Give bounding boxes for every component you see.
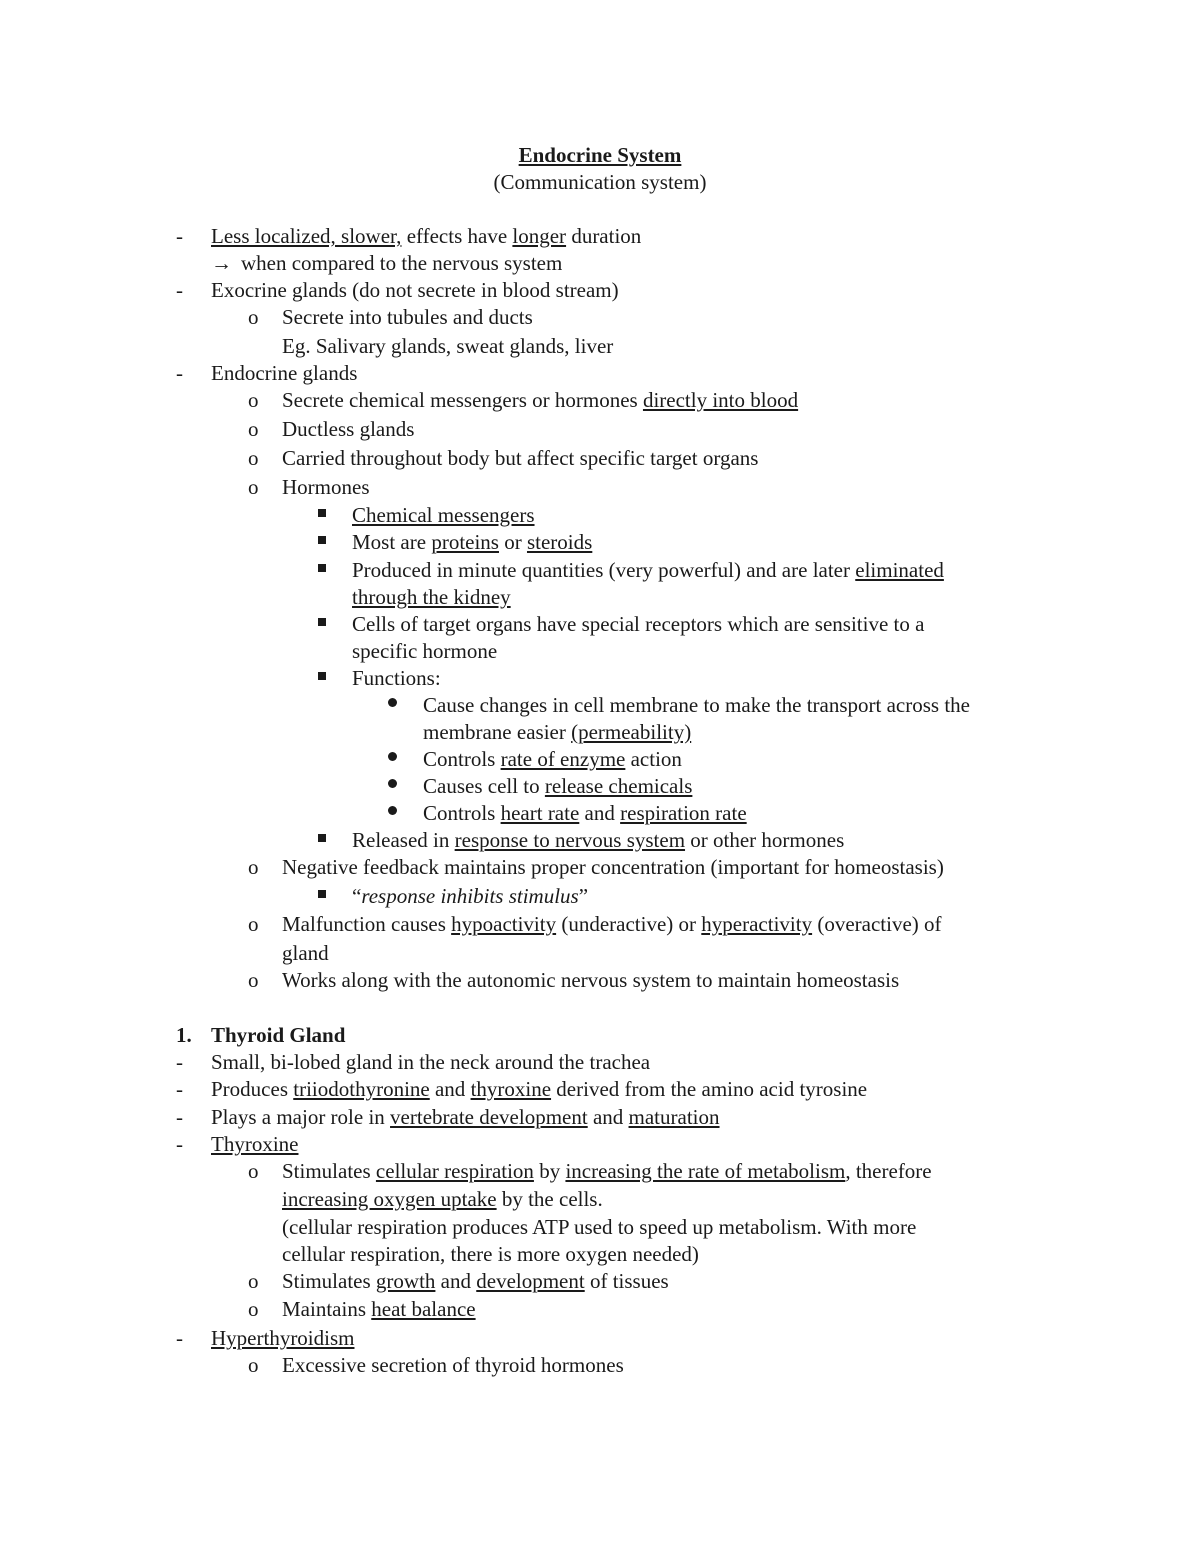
list-item: Secrete chemical messengers or hormones directly into blood xyxy=(282,388,799,412)
list-item: Maintains heat balance xyxy=(282,1297,476,1321)
circle-marker: o xyxy=(248,475,259,499)
list-item: Endocrine glands xyxy=(211,361,358,385)
square-bullet-icon xyxy=(318,564,326,572)
dot-bullet-icon xyxy=(388,752,397,761)
list-item: when compared to the nervous system xyxy=(241,251,563,275)
square-bullet-icon xyxy=(318,672,326,680)
circle-marker: o xyxy=(248,1159,259,1183)
square-bullet-icon xyxy=(318,834,326,842)
dash-marker: - xyxy=(176,1105,183,1129)
dot-bullet-icon xyxy=(388,698,397,707)
circle-marker: o xyxy=(248,855,259,879)
list-item: Plays a major role in vertebrate development and maturation xyxy=(211,1105,720,1129)
dot-bullet-icon xyxy=(388,806,397,815)
list-item: Most are proteins or steroids xyxy=(352,530,593,554)
list-item-continuation: gland xyxy=(282,941,329,965)
list-item: Cells of target organs have special receptors which are sensitive to a xyxy=(352,612,925,636)
section-heading: Thyroid Gland xyxy=(211,1023,346,1047)
circle-marker: o xyxy=(248,417,259,441)
list-item: Thyroxine xyxy=(211,1132,299,1156)
list-item: Causes cell to release chemicals xyxy=(423,774,693,798)
dash-marker: - xyxy=(176,1132,183,1156)
circle-marker: o xyxy=(248,1269,259,1293)
list-item: Functions: xyxy=(352,666,441,690)
list-item: Produces triiodothyronine and thyroxine derived from the amino acid tyrosine xyxy=(211,1077,868,1101)
circle-marker: o xyxy=(248,1353,259,1377)
list-item: Controls rate of enzyme action xyxy=(423,747,682,771)
list-item: “response inhibits stimulus” xyxy=(352,884,589,908)
dash-marker: - xyxy=(176,1326,183,1350)
list-item: Hormones xyxy=(282,475,370,499)
list-item-continuation: specific hormone xyxy=(352,639,498,663)
list-item: Chemical messengers xyxy=(352,503,535,527)
list-item: Ductless glands xyxy=(282,417,415,441)
circle-marker: o xyxy=(248,446,259,470)
dash-marker: - xyxy=(176,361,183,385)
dash-marker: - xyxy=(176,278,183,302)
page-title: Endocrine System xyxy=(518,143,682,167)
circle-marker: o xyxy=(248,1297,259,1321)
list-item: Carried throughout body but affect specific target organs xyxy=(282,446,759,470)
page-subtitle: (Communication system) xyxy=(493,170,707,194)
list-item-continuation: (cellular respiration produces ATP used to speed up metabolism. With more xyxy=(282,1215,917,1239)
list-item: Negative feedback maintains proper concentration (important for homeostasis) xyxy=(282,855,944,879)
square-bullet-icon xyxy=(318,536,326,544)
list-item: Controls heart rate and respiration rate xyxy=(423,801,747,825)
list-item: Less localized, slower, effects have longer duration xyxy=(211,224,642,248)
list-item: Works along with the autonomic nervous system to maintain homeostasis xyxy=(282,968,900,992)
square-bullet-icon xyxy=(318,509,326,517)
square-bullet-icon xyxy=(318,618,326,626)
list-item: Hyperthyroidism xyxy=(211,1326,355,1350)
circle-marker: o xyxy=(248,968,259,992)
circle-marker: o xyxy=(248,305,259,329)
arrow-icon: → xyxy=(211,251,232,275)
list-item: Produced in minute quantities (very powerful) and are later eliminated xyxy=(352,558,944,582)
dash-marker: - xyxy=(176,1077,183,1101)
square-bullet-icon xyxy=(318,890,326,898)
circle-marker: o xyxy=(248,912,259,936)
list-item-continuation: membrane easier (permeability) xyxy=(423,720,692,744)
section-number: 1. xyxy=(176,1023,192,1047)
list-item: Stimulates cellular respiration by increasing the rate of metabolism, therefore xyxy=(282,1159,932,1183)
list-item-continuation: through the kidney xyxy=(352,585,511,609)
list-item: Stimulates growth and development of tissues xyxy=(282,1269,669,1293)
list-item-continuation: cellular respiration, there is more oxygen needed) xyxy=(282,1242,699,1266)
list-item: Released in response to nervous system or other hormones xyxy=(352,828,845,852)
dot-bullet-icon xyxy=(388,779,397,788)
list-item: Cause changes in cell membrane to make the transport across the xyxy=(423,693,970,717)
list-item: Exocrine glands (do not secrete in blood stream) xyxy=(211,278,619,302)
dash-marker: - xyxy=(176,224,183,248)
list-item-continuation: increasing oxygen uptake by the cells. xyxy=(282,1187,603,1211)
list-item: Eg. Salivary glands, sweat glands, liver xyxy=(282,334,614,358)
list-item: Secrete into tubules and ducts xyxy=(282,305,533,329)
list-item: Excessive secretion of thyroid hormones xyxy=(282,1353,624,1377)
list-item: Small, bi-lobed gland in the neck around the trachea xyxy=(211,1050,651,1074)
list-item: Malfunction causes hypoactivity (underactive) or hyperactivity (overactive) of xyxy=(282,912,942,936)
dash-marker: - xyxy=(176,1050,183,1074)
circle-marker: o xyxy=(248,388,259,412)
